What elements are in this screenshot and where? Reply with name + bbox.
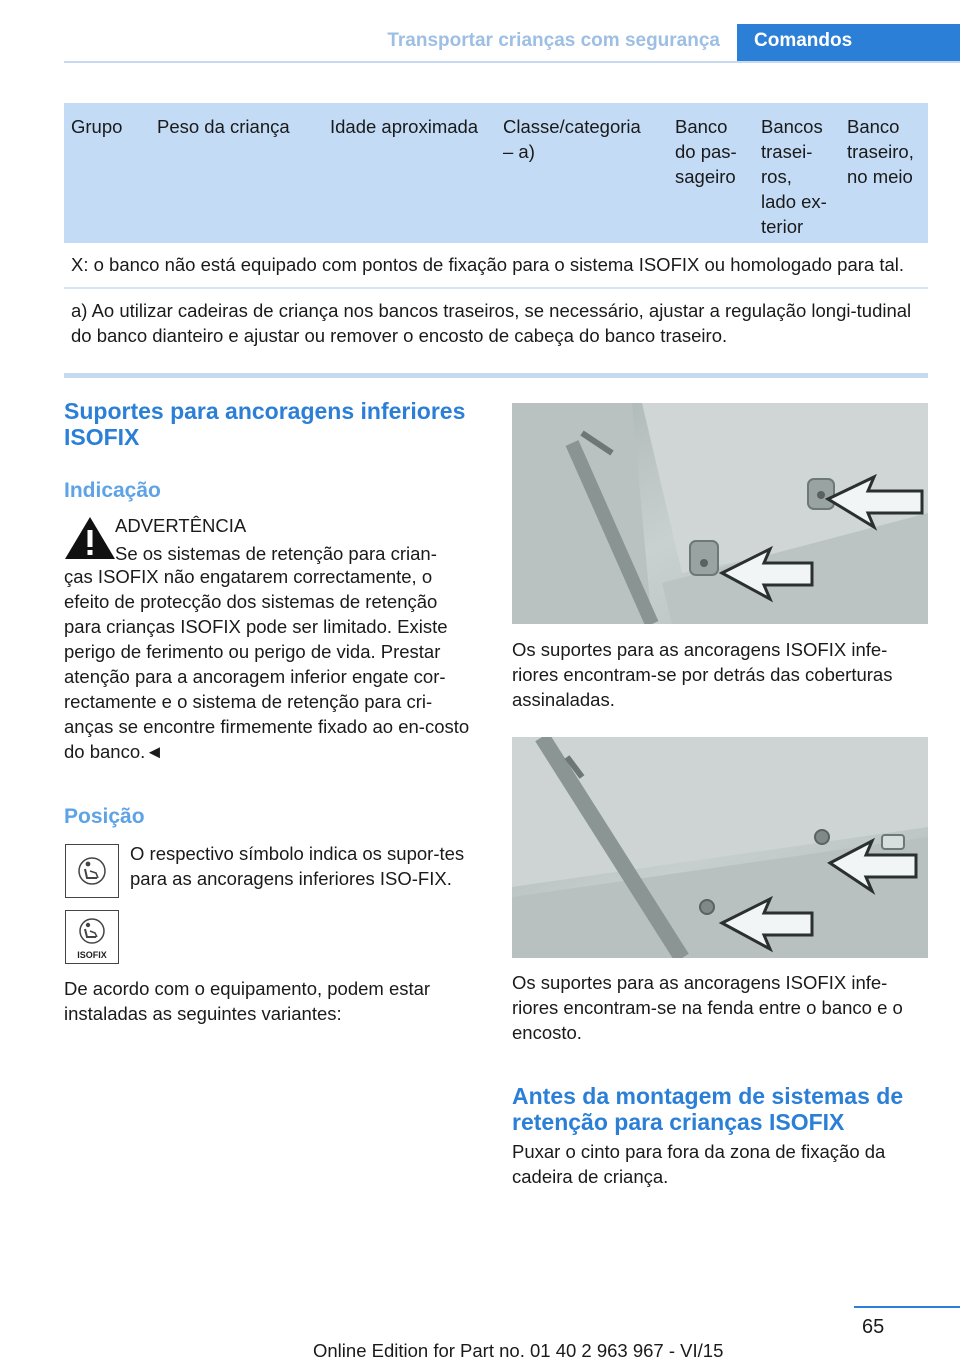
subheading-indicacao: Indicação xyxy=(64,479,161,502)
subheading-posicao: Posição xyxy=(64,805,145,828)
mounting-instruction: Puxar o cinto para fora da zona de fixação da cadeira de criança. xyxy=(512,1141,886,1187)
photo-caption-covers: Os suportes para as ancoragens ISOFIX infe-riores encontram-se por detrás das coberturas assinaladas. xyxy=(512,639,893,710)
isofix-symbol-label: ISOFIX xyxy=(77,950,107,960)
table-note-row xyxy=(64,289,928,358)
photo-caption-gap: Os suportes para as ancoragens ISOFIX infe-riores encontram-se na fenda entre o banco e o encosto. xyxy=(512,972,903,1043)
table-header-row xyxy=(64,103,928,243)
section-title-before-mounting: Antes da montagem de sistemas de retenção para crianças ISOFIX xyxy=(512,1083,904,1135)
table-header-cell: Grupo xyxy=(71,116,123,137)
variants-intro: De acordo com o equipamento, podem estar instaladas as seguintes variantes: xyxy=(64,978,431,1024)
left-column xyxy=(64,398,478,1024)
table-end-rule xyxy=(64,373,928,378)
seat-photo-covers xyxy=(512,403,928,624)
warning-text-first-line: Se os sistemas de retenção para crian- xyxy=(115,543,437,564)
header-divider xyxy=(64,61,960,63)
page-number: 65 xyxy=(862,1316,885,1338)
table-header-cell: Banco do pas- sageiro xyxy=(675,116,737,187)
symbol-description: O respectivo símbolo indica os supor-tes para as ancoragens inferiores ISO-FIX. xyxy=(130,843,465,889)
warning-block xyxy=(115,513,478,566)
isofix-symbol-icon xyxy=(65,910,119,964)
table-header-cell: Peso da criança xyxy=(157,116,290,137)
edition-note: Online Edition for Part no. 01 40 2 963 967 - VI/15 xyxy=(313,1340,724,1361)
child-seat-table xyxy=(64,103,928,358)
table-note-a: a) Ao utilizar cadeiras de criança nos bancos traseiros, se necessário, ajustar a regulação longi-tudinal do banco dianteiro e ajustar ou remover o encosto de cabeça do banco traseiro. xyxy=(71,300,912,346)
table-header-cell: Idade aproximada xyxy=(330,116,479,137)
table-note-row xyxy=(64,243,928,289)
footer-rule xyxy=(854,1306,960,1308)
running-header-section: Transportar crianças com segurança xyxy=(387,30,720,51)
section-title: Suportes para ancoragens inferiores ISOFIX xyxy=(64,398,466,450)
warning-text: ças ISOFIX não engatarem correctamente, o efeito de protecção dos sistemas de retenção para crianças ISOFIX pode ser limitado. Existe perigo de ferimento ou perigo de vida. Prestar atenção para a ancoragem inferior engate cor-rectamente e o sistema de retenção para cri-anças se encontre firmemente fixado ao en-costo do banco.◄ xyxy=(64,566,470,762)
table-header-cell: Banco traseiro, no meio xyxy=(847,116,914,187)
table-header-cell: Bancos trasei- ros, lado ex- terior xyxy=(761,116,827,237)
warning-label: ADVERTÊNCIA xyxy=(115,515,247,536)
warning-triangle-icon xyxy=(64,516,116,560)
running-header-tab-label: Comandos xyxy=(754,30,853,51)
seat-photo-gap xyxy=(512,737,928,958)
table-header-cell: Classe/categoria – a) xyxy=(503,116,641,162)
child-seat-symbol-icon xyxy=(65,844,119,898)
table-note-x: X: o banco não está equipado com pontos de fixação para o sistema ISOFIX ou homologado para tal. xyxy=(71,254,905,275)
running-header-tab xyxy=(737,24,960,61)
